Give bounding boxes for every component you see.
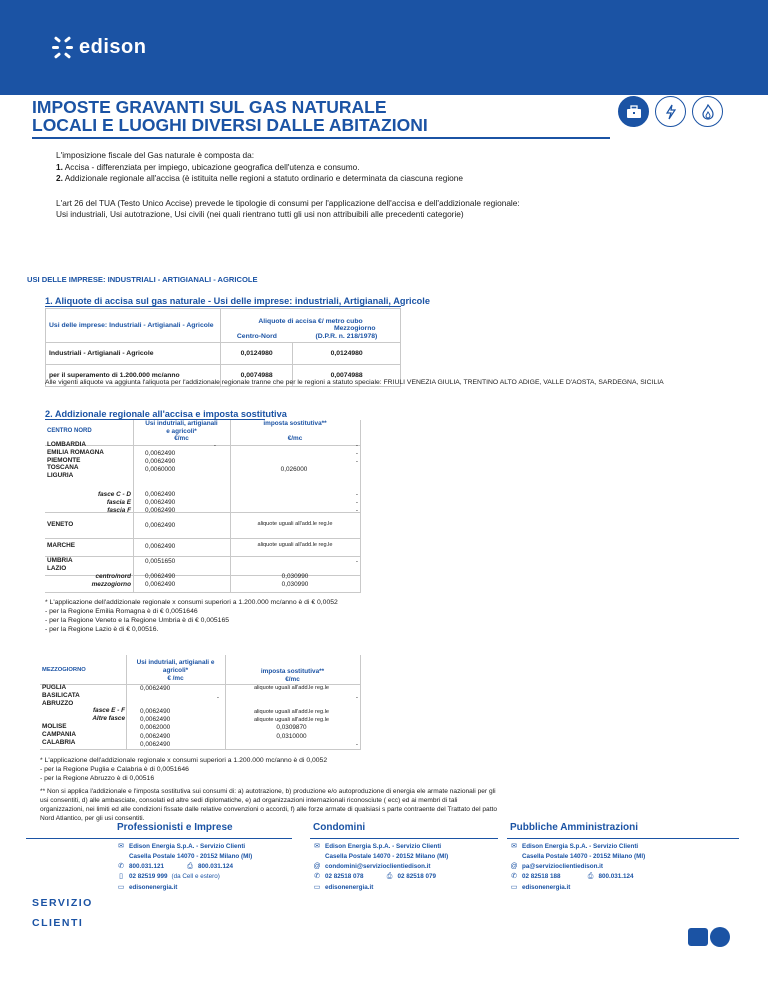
footer-col2: ✉ Edison Energia S.p.A. - Servizio Clienti Casella Postale 14070 - 20152 Milano (MI) @ condomini@servizioclientiedison.it ✆ 02 82518 078 ⎙ 02 82518 079 ▭ edisonenergia.it [313, 843, 449, 891]
footer-rule-1 [26, 838, 292, 839]
col2-website-link[interactable]: edisonenergia.it [325, 884, 374, 891]
certification-logos [688, 926, 736, 948]
intro-item-2: 2. Addizionale regionale all'accisa (è istituita nelle regioni a statuto ordinario e determinata da ciascuna regione [56, 173, 463, 183]
cn-fasce-values-2: - - - [355, 491, 358, 514]
umbria-lazio-sostitutiva: - [355, 558, 358, 565]
footer-col1-title: Professionisti e Imprese [117, 822, 233, 833]
iqnet-logo-icon [710, 927, 730, 947]
col1-website-link[interactable]: edisonenergia.it [129, 884, 178, 891]
col2-email-link[interactable]: condomini@servizioclientiedison.it [325, 863, 431, 870]
col-header-mezzogiorno: (D.P.R. n. 218/1978) [293, 333, 401, 343]
cn-fasce-values: 0,0062490 0,0062490 0,0062490 [145, 491, 176, 514]
web-icon: ▭ [510, 884, 518, 891]
region-veneto: VENETO [47, 521, 74, 528]
mobile-icon: ▯ [119, 873, 123, 880]
mz-col1-header: Usi indutriali, artigianali e agricoli* € /mc [136, 659, 215, 682]
sector-icons [618, 96, 723, 127]
region-umbria-lazio: UMBRIA LAZIO [47, 557, 73, 572]
mail-icon: ✉ [511, 843, 517, 850]
veneto-value: 0,0062490 [145, 522, 176, 529]
fax-icon: ⎙ [386, 873, 393, 880]
col-header-group: Aliquote di accisa €/ metro cubo Mezzogiorno [221, 309, 401, 333]
phone-icon: ✆ [511, 873, 517, 880]
mz-values-1: 0,0062490 - [140, 685, 219, 701]
page-title [32, 98, 428, 134]
footer-col2-title: Condomini [313, 822, 366, 833]
edison-logo[interactable] [52, 36, 146, 59]
web-icon: ▭ [313, 884, 321, 891]
title-line-2: LOCALI E LUOGHI DIVERSI DALLE ABITAZIONI [32, 115, 428, 135]
phone-icon: ✆ [118, 863, 124, 870]
marche-sostitutiva: aliquote uguali all'add.le reg.le [257, 542, 333, 548]
mz-regions: PUGLIA BASILICATA ABRUZZO [42, 684, 80, 707]
title-line-1: IMPOSTE GRAVANTI SUL GAS NATURALE [32, 97, 387, 117]
bolt-icon [655, 96, 686, 127]
mail-icon: ✉ [118, 843, 124, 850]
cn-note: * L'applicazione dell'addizionale regionale x consumi superiori a 1.200.000 mc/anno è di € 0,0052 - per la Regione Emilia Romagna è di € 0,0051646 - per la Regione Veneto e la Regione Umbria è di € 0,005165 - per la Regione Lazio è di € 0,00516. [45, 599, 338, 633]
col1-mobile[interactable]: 02 82519 999 [129, 873, 168, 880]
cn-fasce-labels: fasce C - D fascia E fascia F [97, 491, 131, 514]
section-heading: USI DELLE IMPRESE: INDUSTRIALI - ARTIGIANALI - AGRICOLE [27, 275, 258, 284]
footer-col1: ✉ Edison Energia S.p.A. - Servizio Clienti Casella Postale 14070 - 20152 Milano (MI) ✆ 800.031.121 ⎙ 800.031.124 ▯ 02 82519 999 (da Cell e estero) ▭ edisonenergia.it [117, 843, 253, 891]
mz-values-3: 0,0062490 0,0062490 0,0062000 0,0062490 0,0062490 [140, 708, 171, 748]
cn-values-2: - - - 0,026000 [280, 442, 358, 473]
cn-col2-header: imposta sostitutiva** €/mc [263, 420, 327, 442]
umbria-lazio-value: 0,0051650 [145, 558, 176, 565]
mz-fasce-labels: fasce E - F Altre fasce [92, 707, 125, 722]
col3-phone[interactable]: 02 82518 188 [522, 873, 561, 880]
mz-values-4: aliquote uguali all'add.le reg.le aliquote uguali all'add.le reg.le 0,0309870 0,0310000 - [253, 709, 358, 748]
star-note: ** Non si applica l'addizionale e l'imposta sostitutiva sui consumi di: a) autotrazione, b) produzione e/o autoproduzione di energia ele armate nazionali per gli usi consentiti, d) alle ambasciate, consolati ed altre sedi diplomatiche, e) ad organizzazioni internazionali riconosciute ( ecc) ed ai membri di tali organizzazioni, nei limiti ed alle condizioni fissate dalle relative convenzioni o accordi, f) alle forze armate di qualsiasi s parte contraente del Trattato del patto Nord Atlantico, per gli usi consentiti. [40, 788, 498, 822]
col-header-centro-nord: Centro-Nord [221, 333, 293, 343]
mezzogiorno-label: MEZZOGIORNO [42, 667, 86, 673]
centro-nord-table [45, 420, 361, 595]
mail-icon: ✉ [314, 843, 320, 850]
col3-website-link[interactable]: edisonenergia.it [522, 884, 571, 891]
web-icon: ▭ [117, 884, 125, 891]
cn-col1-header: Usi indutriali, artigianali e agricoli* €/mc [145, 420, 218, 442]
intro-item-1: 1. Accisa - differenziata per impiego, ubicazione geografica dell'utenza e consumo. [56, 161, 360, 172]
footer-col3: ✉ Edison Energia S.p.A. - Servizio Clienti Casella Postale 14070 - 20152 Milano (MI) @ pa@servizioclientiedison.it ✆ 02 82518 188 ⎙ 800.031.124 ▭ edisonenergia.it [510, 843, 646, 891]
region-marche: MARCHE [47, 542, 76, 549]
intro-p1: L'imposizione fiscale del Gas naturale è composta da: [56, 150, 255, 160]
s1-heading: 1. Aliquote di accisa sul gas naturale - Usi delle imprese: industriali, Artigianali, Agricole [45, 296, 430, 306]
flame-icon [692, 96, 723, 127]
table-row: Industriali - Artigianali - Agricole 0,0124980 0,0124980 [46, 342, 401, 364]
mezzogiorno-table [40, 655, 361, 751]
marche-value: 0,0062490 [145, 543, 176, 550]
mz-values-2: aliquote uguali all'add.le reg.le - [253, 685, 358, 701]
footer-rule-2 [310, 838, 498, 839]
phone-icon: ✆ [314, 873, 320, 880]
mz-col2-header: imposta sostitutiva** €/mc [260, 668, 325, 683]
at-icon: @ [313, 863, 321, 870]
col1-phone[interactable]: 800.031.121 [129, 863, 165, 870]
mz-regions-2: MOLISE CAMPANIA CALABRIA [42, 723, 76, 746]
s2-heading: 2. Addizionale regionale all'accisa e imposta sostitutiva [45, 409, 287, 419]
header-bar [0, 0, 768, 95]
s1-heading-rule [45, 306, 401, 307]
fax-icon: ⎙ [587, 873, 594, 880]
cn-regions: LOMBARDIA EMILIA ROMAGNA PIEMONTE TOSCANA LIGURIA [47, 441, 104, 480]
fax-icon: ⎙ [187, 863, 193, 870]
col3-email-link[interactable]: pa@servizioclientiedison.it [522, 863, 604, 870]
cn-area-values: 0,0062490 0,0062490 [145, 573, 176, 588]
cn-area-values-2: 0,030990 0,030990 [281, 573, 309, 588]
edison-logo-icon [52, 37, 74, 59]
veneto-sostitutiva: aliquote uguali all'add.le reg.le [257, 521, 333, 527]
mz-note: * L'applicazione dell'addizionale regionale x consumi superiori a 1.200.000 mc/anno è di 0,0052 - per la Regione Puglia e Calabria è di 0,0051646 - per la Regione Abruzzo è di 0,00516 [40, 757, 328, 782]
footer-rule-3 [507, 838, 739, 839]
s1-note: Alle vigenti aliquote va aggiunta l'aliquota per l'addizionale regionale tranne che per le regioni a statuto speciale: FRIULI VENEZIA GIULIA, TRENTINO ALTO ADIGE, VALLE D'AOSTA, SARDEGNA, SICILIA [45, 379, 664, 386]
cn-values-1: - 0,0062490 0,0062490 0,0060000 [145, 442, 216, 473]
intro-p3: Usi industriali, Usi autotrazione, Usi civili (nei quali rientrano tutti gli usi non attribuibili alle precedenti categorie) [56, 209, 464, 219]
title-underline [32, 137, 610, 139]
accisa-table [45, 308, 401, 387]
servizio-clienti-label: SERVIZIO CLIENTI [32, 897, 93, 929]
intro-p2: L'art 26 del TUA (Testo Unico Accise) prevede le tipologie di consumi per l'applicazione dell'accisa e dell'addizionale regionale: [56, 197, 520, 208]
col2-phone[interactable]: 02 82518 078 [325, 873, 364, 880]
centro-nord-label: CENTRO NORD [47, 428, 92, 434]
col-header-usage: Usi delle imprese: Industriali - Artigianali - Agricole [46, 309, 221, 343]
table-row: per il superamento di 1.200.000 mc/anno 0,0074988 0,0074988 [46, 364, 401, 386]
intro-text [56, 150, 716, 221]
cn-area-labels: centro/nord mezzogiorno [91, 573, 131, 588]
at-icon: @ [510, 863, 518, 870]
csq-logo-icon [688, 928, 708, 946]
brand-name: edison [79, 36, 147, 58]
briefcase-icon [618, 96, 649, 127]
footer-col3-title: Pubbliche Amministrazioni [510, 822, 638, 833]
